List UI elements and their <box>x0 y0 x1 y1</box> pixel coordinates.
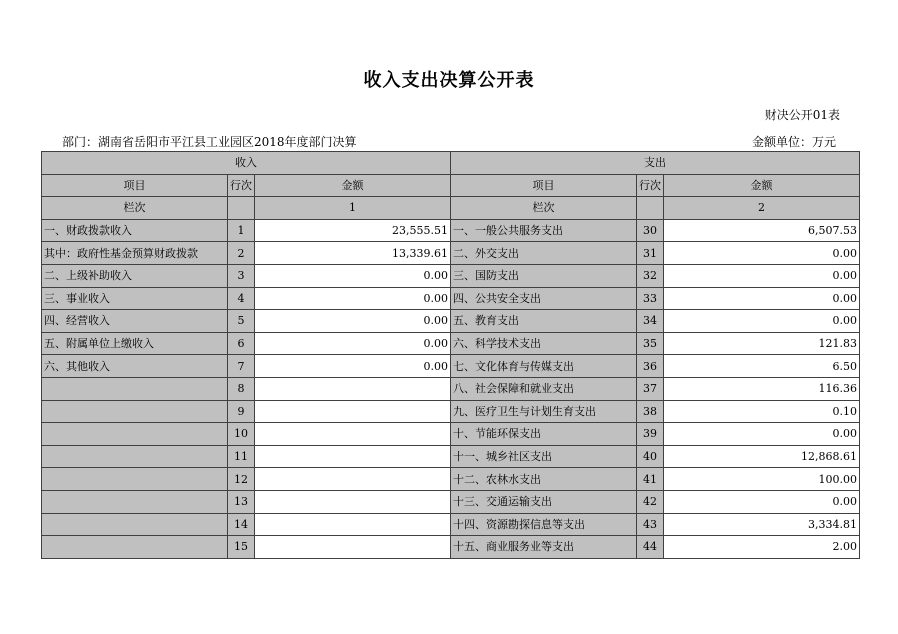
expense-row-no-cell: 37 <box>637 377 664 400</box>
expense-item-cell: 八、社会保障和就业支出 <box>451 377 637 400</box>
income-item-cell <box>42 423 228 446</box>
income-amount-cell <box>255 468 451 491</box>
expense-amount-cell: 0.00 <box>664 310 860 333</box>
income-item-cell: 其中：政府性基金预算财政拨款 <box>42 242 228 265</box>
income-expense-table <box>41 151 860 559</box>
income-amount-header: 金额 <box>255 174 451 197</box>
income-amount-cell: 0.00 <box>255 287 451 310</box>
page-title: 收入支出决算公开表 <box>363 70 535 91</box>
income-item-cell <box>42 513 228 536</box>
income-row-no-cell: 8 <box>228 377 255 400</box>
income-amount-cell <box>255 513 451 536</box>
expense-row-no-cell: 38 <box>637 400 664 423</box>
expense-item-cell: 九、医疗卫生与计划生育支出 <box>451 400 637 423</box>
table-row <box>42 490 860 513</box>
form-number: 财决公开01表 <box>764 108 840 122</box>
expense-amount-header: 金额 <box>664 174 860 197</box>
income-amount-cell: 13,339.61 <box>255 242 451 265</box>
expense-item-cell: 二、外交支出 <box>451 242 637 265</box>
expense-row-no-cell: 32 <box>637 264 664 287</box>
table-row <box>42 423 860 446</box>
expense-amount-cell: 6.50 <box>664 355 860 378</box>
expense-amount-cell: 116.36 <box>664 377 860 400</box>
expense-amount-cell: 0.00 <box>664 287 860 310</box>
table-row <box>42 287 860 310</box>
expense-amount-cell: 6,507.53 <box>664 219 860 242</box>
expense-item-cell: 十一、城乡社区支出 <box>451 445 637 468</box>
income-row-no-cell: 7 <box>228 355 255 378</box>
expense-row-no-cell: 43 <box>637 513 664 536</box>
expense-amount-cell: 121.83 <box>664 332 860 355</box>
expense-item-cell: 十、节能环保支出 <box>451 423 637 446</box>
table-row <box>42 242 860 265</box>
expense-row-no-cell: 41 <box>637 468 664 491</box>
expense-item-cell: 一、一般公共服务支出 <box>451 219 637 242</box>
income-amount-cell: 0.00 <box>255 355 451 378</box>
expense-row-no-cell: 42 <box>637 490 664 513</box>
income-amount-cell <box>255 490 451 513</box>
table-row <box>42 310 860 333</box>
expense-header: 支出 <box>451 152 860 175</box>
header-row-section <box>42 152 860 175</box>
table-row <box>42 536 860 559</box>
table-row <box>42 219 860 242</box>
income-amount-cell <box>255 400 451 423</box>
income-amount-cell <box>255 423 451 446</box>
table-row <box>42 264 860 287</box>
expense-row-no-cell: 35 <box>637 332 664 355</box>
expense-item-cell: 十五、商业服务业等支出 <box>451 536 637 559</box>
income-item-cell <box>42 536 228 559</box>
income-row-no-cell: 3 <box>228 264 255 287</box>
expense-amount-cell: 0.10 <box>664 400 860 423</box>
income-row-no-cell: 13 <box>228 490 255 513</box>
expense-item-cell: 六、科学技术支出 <box>451 332 637 355</box>
income-row-no-cell: 2 <box>228 242 255 265</box>
expense-row-no-cell: 34 <box>637 310 664 333</box>
expense-amount-cell: 0.00 <box>664 490 860 513</box>
income-row-no-cell: 14 <box>228 513 255 536</box>
expense-amount-cell: 12,868.61 <box>664 445 860 468</box>
income-amount-cell <box>255 536 451 559</box>
expense-amount-cell: 2.00 <box>664 536 860 559</box>
expense-amount-cell: 100.00 <box>664 468 860 491</box>
income-row-no-cell: 1 <box>228 219 255 242</box>
income-amount-cell <box>255 377 451 400</box>
expense-col-label: 栏次 <box>451 197 637 220</box>
income-row-no-cell: 15 <box>228 536 255 559</box>
income-item-cell <box>42 445 228 468</box>
income-row-no-cell: 12 <box>228 468 255 491</box>
expense-col-index: 2 <box>664 197 860 220</box>
expense-item-cell: 十三、交通运输支出 <box>451 490 637 513</box>
expense-row-no-cell: 40 <box>637 445 664 468</box>
income-item-cell: 六、其他收入 <box>42 355 228 378</box>
income-item-cell: 一、财政拨款收入 <box>42 219 228 242</box>
expense-row-no-cell: 39 <box>637 423 664 446</box>
income-row-no-cell: 9 <box>228 400 255 423</box>
expense-row-no-cell: 31 <box>637 242 664 265</box>
expense-item-cell: 七、文化体育与传媒支出 <box>451 355 637 378</box>
income-amount-cell <box>255 445 451 468</box>
income-item-cell: 四、经营收入 <box>42 310 228 333</box>
table-row <box>42 355 860 378</box>
income-item-cell <box>42 377 228 400</box>
expense-item-cell: 三、国防支出 <box>451 264 637 287</box>
income-item-header: 项目 <box>42 174 228 197</box>
income-item-cell <box>42 468 228 491</box>
income-item-cell: 五、附属单位上缴收入 <box>42 332 228 355</box>
expense-row-no-header: 行次 <box>637 174 664 197</box>
income-item-cell <box>42 400 228 423</box>
income-row-no-cell: 6 <box>228 332 255 355</box>
table-row <box>42 513 860 536</box>
table-row <box>42 468 860 491</box>
expense-row-no-cell: 44 <box>637 536 664 559</box>
table-row <box>42 377 860 400</box>
table-row <box>42 400 860 423</box>
expense-item-cell: 四、公共安全支出 <box>451 287 637 310</box>
expense-amount-cell: 0.00 <box>664 423 860 446</box>
income-header: 收入 <box>42 152 451 175</box>
income-col-blank <box>228 197 255 220</box>
income-amount-cell: 0.00 <box>255 332 451 355</box>
income-row-no-cell: 10 <box>228 423 255 446</box>
income-row-no-header: 行次 <box>228 174 255 197</box>
amount-unit-label: 金额单位：万元 <box>751 135 836 149</box>
income-amount-cell: 0.00 <box>255 264 451 287</box>
income-item-cell <box>42 490 228 513</box>
expense-amount-cell: 0.00 <box>664 264 860 287</box>
expense-row-no-cell: 36 <box>637 355 664 378</box>
income-row-no-cell: 5 <box>228 310 255 333</box>
expense-row-no-cell: 33 <box>637 287 664 310</box>
income-col-label: 栏次 <box>42 197 228 220</box>
income-amount-cell: 0.00 <box>255 310 451 333</box>
expense-item-cell: 十二、农林水支出 <box>451 468 637 491</box>
table-row <box>42 445 860 468</box>
income-amount-cell: 23,555.51 <box>255 219 451 242</box>
income-item-cell: 三、事业收入 <box>42 287 228 310</box>
income-item-cell: 二、上级补助收入 <box>42 264 228 287</box>
header-row-columns <box>42 174 860 197</box>
expense-item-cell: 五、教育支出 <box>451 310 637 333</box>
income-row-no-cell: 11 <box>228 445 255 468</box>
expense-item-cell: 十四、资源勘探信息等支出 <box>451 513 637 536</box>
table-row <box>42 332 860 355</box>
income-col-index: 1 <box>255 197 451 220</box>
expense-amount-cell: 3,334.81 <box>664 513 860 536</box>
expense-col-blank <box>637 197 664 220</box>
income-row-no-cell: 4 <box>228 287 255 310</box>
expense-amount-cell: 0.00 <box>664 242 860 265</box>
expense-item-header: 项目 <box>451 174 637 197</box>
header-row-column-index <box>42 197 860 220</box>
department-label: 部门：湖南省岳阳市平江县工业园区2018年度部门决算 <box>62 135 357 149</box>
expense-row-no-cell: 30 <box>637 219 664 242</box>
